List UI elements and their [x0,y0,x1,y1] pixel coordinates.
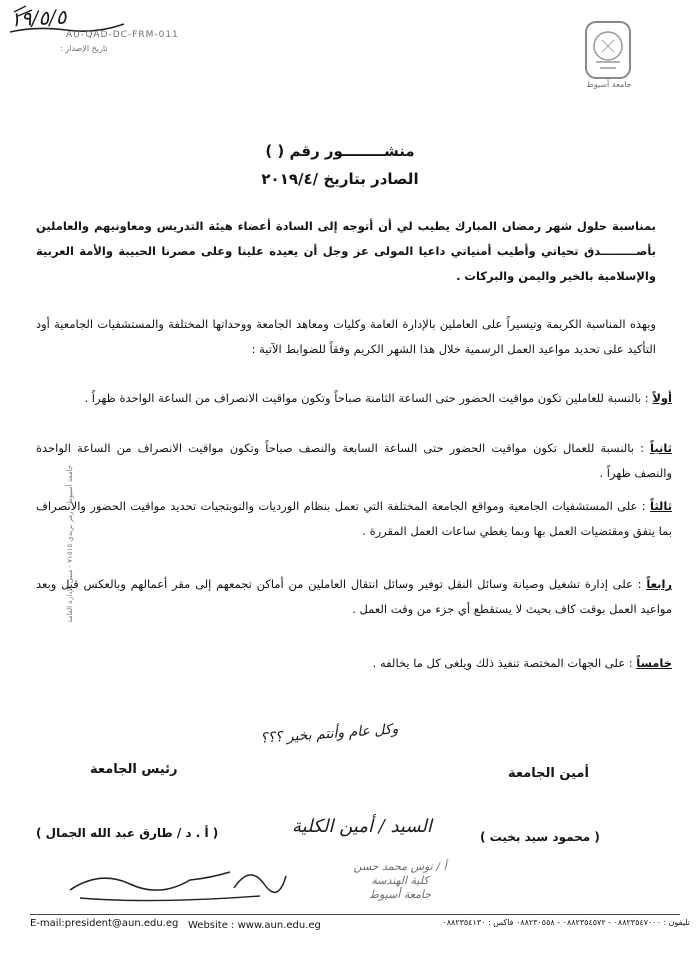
rule-item-5 [36,651,672,676]
rule-text: : بالنسبة للعاملين تكون مواقيت الحضور حتى الساعة الثامنة صباحاً وتكون مواقيت الانصراف من الساعة الواحدة ظهراً . [84,391,649,405]
side-address-note: جامعة أسيوط - رمز بريدي ٧١٥١٥ - مبنى الإدارة العامة [66,464,74,624]
rule-label: رابعاً [646,577,673,591]
secretary-title: أمين الجامعة [508,766,589,781]
form-issue-date: تاريخ الإصدار : [60,44,108,53]
rule-label: ثانياً [650,441,672,455]
secretary-signature [230,858,290,908]
body-paragraph: وبهذه المناسبة الكريمة وتيسيراً على العاملين بالإدارة العامة وكليات ومعاهد الجامعة ووحداتها المختلفة والمستشفيات الجامعية أود التأكيد على تحديد مواعيد العمل الرسمية خلال هذا الشهر الكريم وفقاً للضوابط الآتية : [36,317,656,356]
rule-label: ثالثاً [650,499,673,513]
rule-label: خامساً [636,656,672,670]
rule-text: : على المستشفيات الجامعية ومواقع الجامعة المختلفة التي تعمل بنظام الورديات والنوبتجيات تحديد مواقيت الحضور والانصراف بما يتفق ومقتضيات العمل بها وبما يغطي ساعات العمل المقررة . [36,499,672,538]
footer-email: E-mail:president@aun.edu.eg [30,918,179,929]
rule-text: : بالنسبة للعمال تكون مواقيت الحضور حتى الساعة السابعة والنصف صباحاً وتكون مواقيت الانصراف من الساعة الواحدة والنصف ظهراً . [36,441,672,480]
document-date: الصادر بتاريخ /٢٠١٩/٤ [261,170,419,188]
rule-text: : على الجهات المختصة تنفيذ ذلك ويلغى كل ما يخالفه . [372,656,633,670]
secretary-name: ( محمود سيد بخيت ) [480,830,600,844]
rule-label: أولاً [652,391,672,405]
rule-item-3 [36,494,672,544]
president-name: ( أ . د / طارق عبد الله الجمال ) [36,826,219,840]
form-code: AU-QAD-DC-FRM-011 [66,30,179,40]
document-title: منشــــــــور رقم ( ) [265,142,415,160]
rule-text: : على إدارة تشغيل وصيانة وسائل النقل توفير وسائل انتقال العاملين من أماكن تجمعهم إلى مقر أعمالهم وبالعكس قبل وبعد مواعيد العمل بوقت كاف بحيث لا يستقطع أي جزء من وقت العمل . [36,577,672,616]
rule-item-1 [36,386,672,411]
rule-item-2 [36,436,672,486]
closing-greeting: وكل عام وأنتم بخير ؟؟؟ [259,721,399,747]
footer-phone: تليفون : ٠٨٨٢٣٥٤٧٠٠٠ - ٠٨٨٢٣٥٤٥٧٢ - ٠٨٨٢٣٠٥٥٨ فاكس : ٠٨٨٢٣٥٤١٣٠ [442,918,690,927]
footer-divider [30,914,680,915]
office-stamp: أ / نوس محمد حسن كلية الهندسة جامعة أسيوط [353,860,447,901]
intro-paragraph: بمناسبة حلول شهر رمضان المبارك يطيب لي أن أتوجه إلى السادة أعضاء هيئة التدريس ومعاونيهم والعاملين بأصـــــــــدق تحياتي وأطيب أمنياتي داعيا المولى عز وجل أن يعيده علينا وعلى مصرنا الحبيبة والأمة العربية والإسلامية بالخير واليمن والبركات . [36,219,656,283]
rule-item-4 [36,572,672,622]
president-title: رئيس الجامعة [90,762,178,777]
footer-website: Website : www.aun.edu.eg [188,920,321,931]
logo-caption: جامعة أسيوط [586,80,632,89]
handwritten-addressee: السيد / أمين الكلية [292,816,432,837]
handwritten-date: ١٩/٥/٥ [9,4,68,32]
